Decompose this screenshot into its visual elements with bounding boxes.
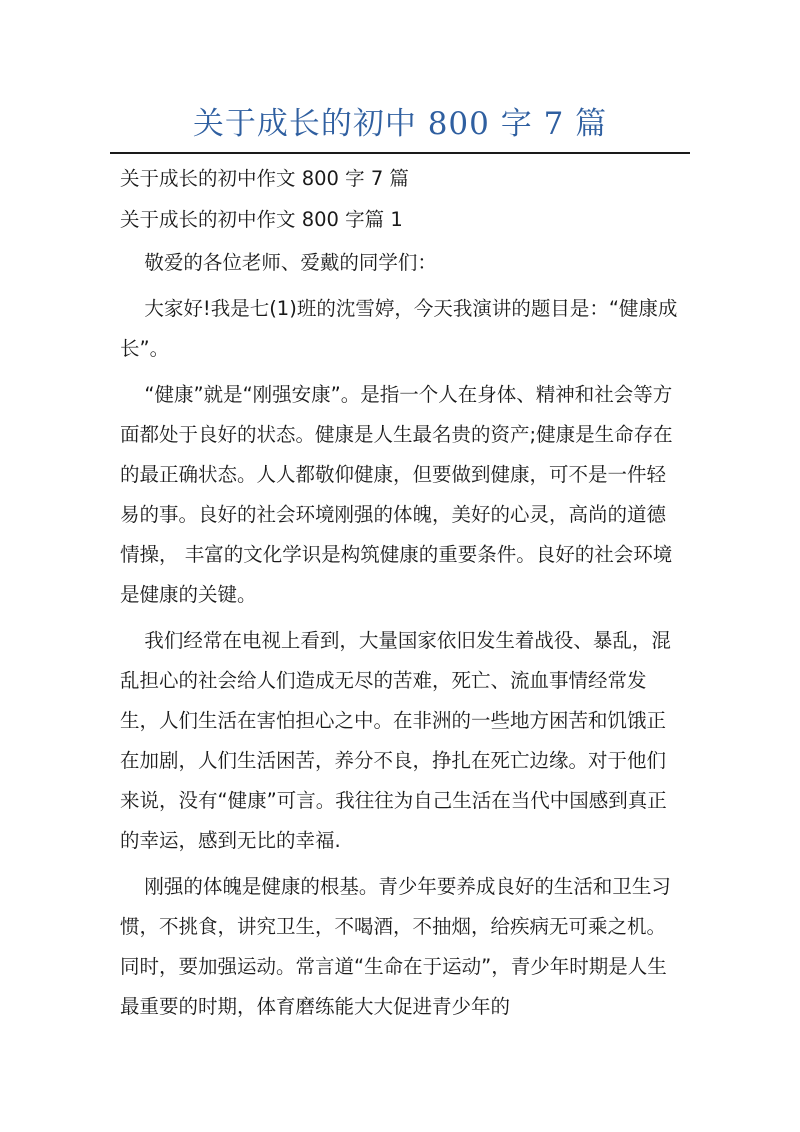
paragraph-intro: 大家好!我是七(1)班的沈雪婷，今天我演讲的题目是：“健康成长”。 <box>120 297 678 360</box>
section-heading: 关于成长的初中作文 800 字篇 1 <box>120 208 403 231</box>
document-title: 关于成长的初中 800 字 7 篇 <box>192 106 608 142</box>
paragraph-definition: “健康”就是“刚强安康”。是指一个人在身体、精神和社会等方面都处于良好的状态。健康是人生最名贵的资产;健康是生命存在的最正确状态。人人都敬仰健康，但要做到健康，可不是一件轻易的事。良好的社会环境刚强的体魄，美好的心灵，高尚的道德情操， 丰富的文化学识是构筑健康的重要条件。良好的社会环境是健康的关键。 <box>120 383 673 606</box>
document-body <box>120 158 685 1030</box>
document-subtitle: 关于成长的初中作文 800 字 7 篇 <box>120 167 409 190</box>
title-divider <box>110 152 690 154</box>
paragraph-greeting: 敬爱的各位老师、爱戴的同学们： <box>144 251 437 274</box>
paragraph-society: 我们经常在电视上看到，大量国家依旧发生着战役、暴乱，混乱担心的社会给人们造成无尽的苦难，死亡、流血事情经常发生，人们生活在害怕担心之中。在非洲的一些地方困苦和饥饿正在加剧，人们生活困苦，养分不良，挣扎在死亡边缘。对于他们来说，没有“健康”可言。我往往为自己生活在当代中国感到真正的幸运，感到无比的幸福. <box>120 629 671 852</box>
paragraph-physique: 刚强的体魄是健康的根基。青少年要养成良好的生活和卫生习惯，不挑食，讲究卫生，不喝酒，不抽烟，给疾病无可乘之机。同时，要加强运动。常言道“生命在于运动”，青少年时期是人生最重要的时期，体育磨练能大大促进青少年的 <box>120 875 671 1018</box>
